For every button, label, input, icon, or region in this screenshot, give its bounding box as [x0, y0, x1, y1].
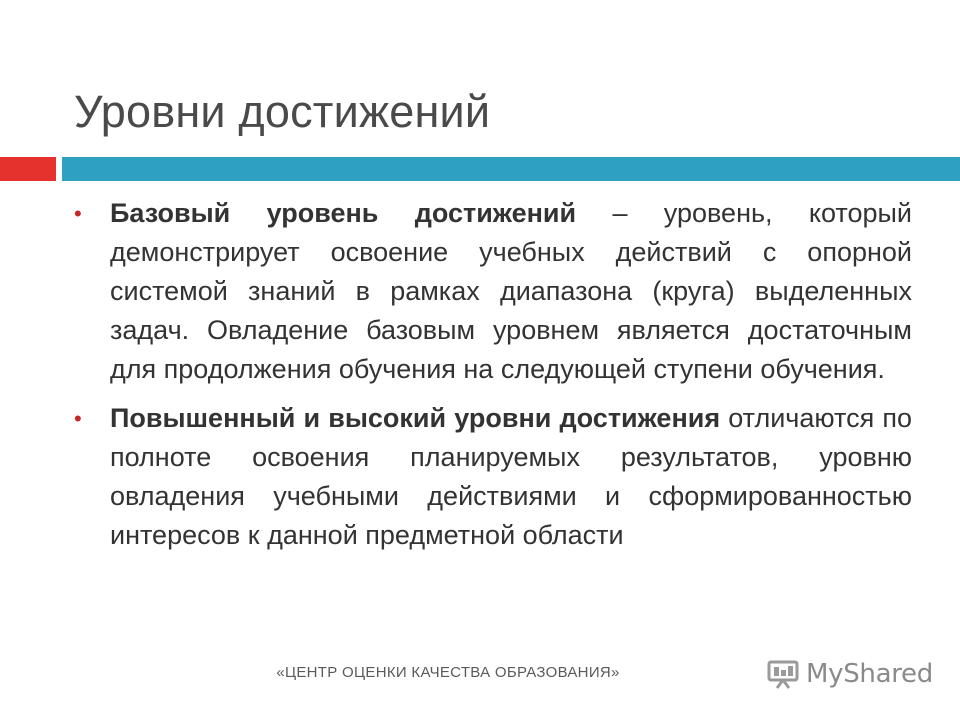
slide-content — [74, 194, 912, 565]
presentation-board-icon — [766, 659, 800, 689]
watermark-text: MyShared — [806, 659, 933, 689]
accent-bar-red — [0, 157, 56, 181]
bullet-text: – уровень, который демонстрирует освоение учебных действий с опорной системой знаний в рамках диапазона (круга) выделенных задач. Овладение базовым уровнем является достаточным для продолжения обучения на следующей ступени обучения. — [110, 198, 912, 384]
slide-title: Уровни достижений — [74, 86, 491, 137]
accent-bar-teal — [62, 157, 960, 181]
bullet-term: Базовый уровень достижений — [110, 198, 577, 228]
bullet-item-advanced-level — [74, 399, 912, 555]
watermark — [766, 654, 933, 694]
bullet-term: Повышенный и высокий уровни достижения — [110, 403, 721, 433]
slide-footer: «ЦЕНТР ОЦЕНКИ КАЧЕСТВА ОБРАЗОВАНИЯ» — [276, 664, 620, 681]
bullet-text: отличаются по полноте освоения планируемых результатов, уровню овладения учебными действиями и сформированностью интересов к данной предметной области — [110, 403, 912, 550]
bullet-item-basic-level — [74, 194, 912, 389]
bullet-marker: • — [74, 201, 82, 226]
bullet-marker: • — [74, 406, 82, 431]
